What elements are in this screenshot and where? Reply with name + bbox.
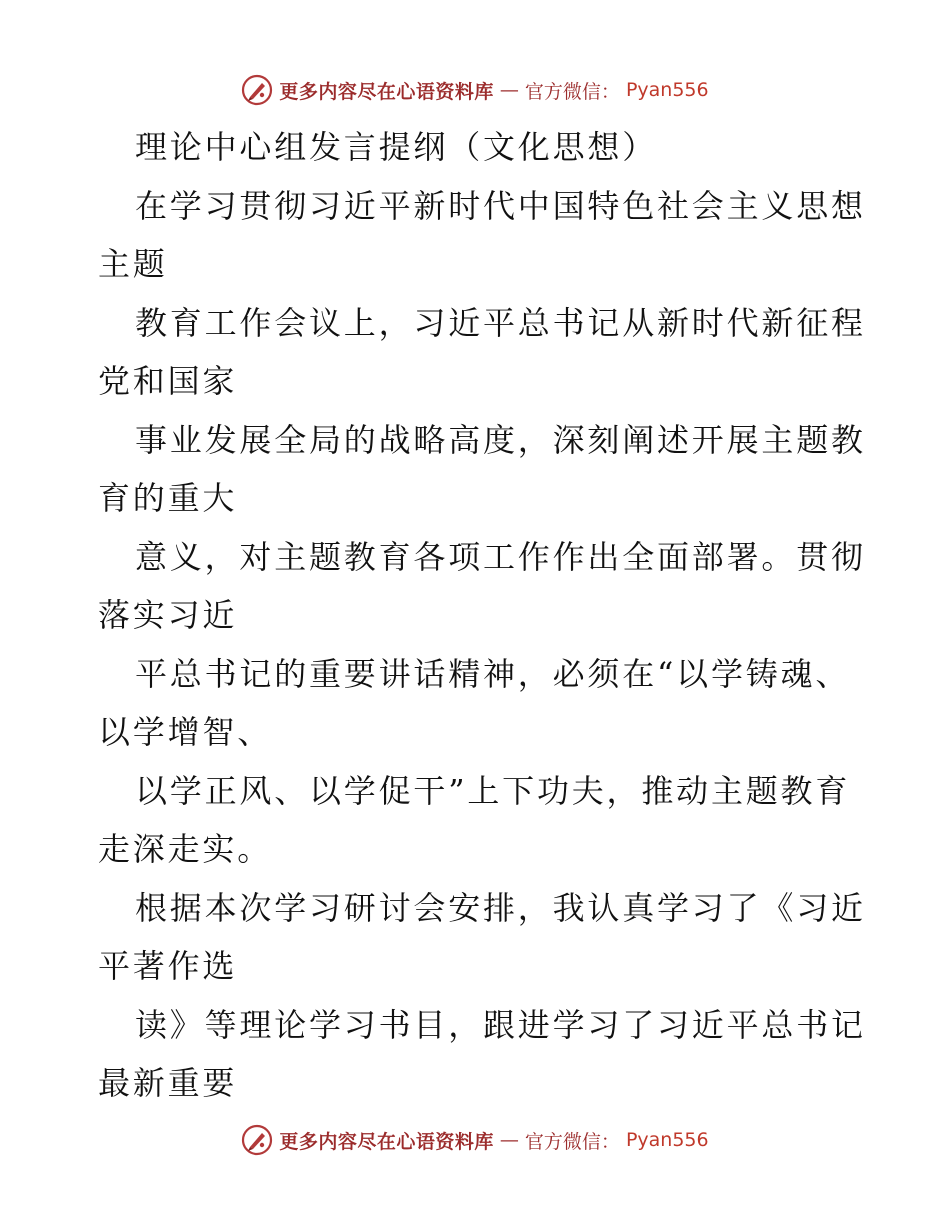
- document-body: [98, 118, 866, 1113]
- doc-line: 读》等理论学习书目，跟进学习了习近平总书记: [135, 1005, 866, 1044]
- header-slogan: 更多内容尽在心语资料库: [279, 80, 494, 103]
- doc-line: 以学正风、以学促干”上下功夫，推动主题教育: [135, 771, 851, 810]
- doc-line: 主题: [98, 245, 168, 283]
- quill-logo-icon: [241, 74, 273, 106]
- footer-wechat-label: 官方微信：: [524, 1130, 620, 1153]
- footer-slogan: 更多内容尽在心语资料库: [279, 1130, 494, 1153]
- doc-line: 平总书记的重要讲话精神，必须在“以学铸魂、: [135, 654, 851, 693]
- doc-line: 最新重要: [98, 1064, 238, 1102]
- doc-line: 以学增智、: [98, 713, 273, 751]
- footer-dash: —: [499, 1129, 519, 1151]
- quill-logo-icon: [241, 1124, 273, 1156]
- doc-line: 根据本次学习研讨会安排，我认真学习了《习近: [135, 888, 866, 927]
- header-watermark-banner: [0, 70, 950, 110]
- header-dash: —: [499, 79, 519, 101]
- doc-line: 事业发展全局的战略高度，深刻阐述开展主题教: [135, 420, 866, 459]
- header-wechat-label: 官方微信：: [524, 80, 620, 103]
- footer-watermark-banner: [0, 1120, 950, 1160]
- doc-line: 教育工作会议上，习近平总书记从新时代新征程: [135, 303, 866, 342]
- header-wechat-id: Pyan556: [625, 79, 709, 101]
- doc-line: 平著作选: [98, 947, 238, 985]
- doc-line: 育的重大: [98, 479, 238, 517]
- doc-line: 在学习贯彻习近平新时代中国特色社会主义思想: [135, 186, 866, 225]
- doc-title: 理论中心组发言提纲（文化思想）: [135, 128, 658, 166]
- doc-line: 意义，对主题教育各项工作作出全面部署。贯彻: [135, 537, 866, 576]
- doc-line: 落实习近: [98, 596, 238, 634]
- doc-line: 党和国家: [98, 362, 238, 400]
- doc-line: 走深走实。: [98, 830, 273, 868]
- footer-wechat-id: Pyan556: [625, 1129, 709, 1151]
